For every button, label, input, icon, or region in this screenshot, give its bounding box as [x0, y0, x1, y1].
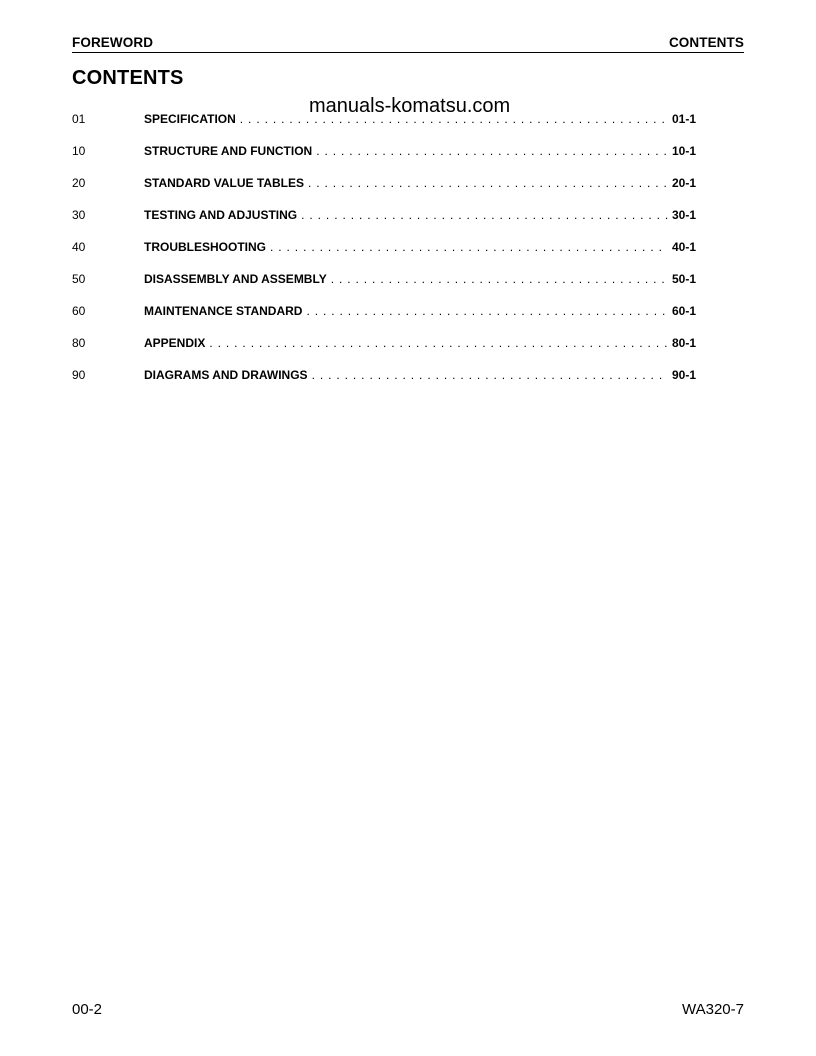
toc-section-title: SPECIFICATION [144, 112, 236, 126]
toc-entry [144, 208, 696, 222]
toc-row-20[interactable] [72, 174, 696, 206]
toc-page-ref: 60-1 [671, 304, 696, 318]
toc-section-number: 90 [72, 368, 86, 382]
toc-section-number: 01 [72, 112, 86, 126]
toc-entry [144, 368, 696, 382]
toc-section-title: DIAGRAMS AND DRAWINGS [144, 368, 308, 382]
watermark-text: manuals-komatsu.com [309, 95, 511, 117]
page-title: CONTENTS [72, 67, 184, 89]
toc-section-title: APPENDIX [144, 336, 206, 350]
toc-entry [144, 144, 696, 158]
toc-section-number: 30 [72, 208, 86, 222]
toc-row-10[interactable] [72, 142, 696, 174]
toc-entry [144, 336, 696, 350]
toc-section-number: 60 [72, 304, 86, 318]
toc-row-40[interactable] [72, 238, 696, 270]
toc-section-number: 20 [72, 176, 86, 190]
table-of-contents [72, 110, 696, 398]
toc-entry [144, 112, 696, 126]
running-header [72, 35, 744, 53]
dot-leader [308, 176, 668, 190]
footer-model-number: WA320-7 [682, 1001, 744, 1018]
header-chapter-label: CONTENTS [668, 35, 744, 50]
dot-leader [209, 336, 668, 350]
header-section-label: FOREWORD [72, 35, 154, 50]
toc-section-number: 50 [72, 272, 86, 286]
toc-section-number: 80 [72, 336, 86, 350]
toc-entry [144, 272, 696, 286]
toc-row-01[interactable] [72, 110, 696, 142]
dot-leader [312, 368, 668, 382]
toc-entry [144, 176, 696, 190]
dot-leader [301, 208, 668, 222]
toc-row-80[interactable] [72, 334, 696, 366]
toc-row-90[interactable] [72, 366, 696, 398]
toc-page-ref: 30-1 [671, 208, 696, 222]
toc-row-30[interactable] [72, 206, 696, 238]
toc-page-ref: 80-1 [671, 336, 696, 350]
toc-section-title: TROUBLESHOOTING [144, 240, 266, 254]
dot-leader [306, 304, 668, 318]
toc-section-title: DISASSEMBLY AND ASSEMBLY [144, 272, 327, 286]
footer-page-number: 00-2 [72, 1001, 103, 1018]
toc-page-ref: 20-1 [671, 176, 696, 190]
dot-leader [331, 272, 668, 286]
toc-section-title: TESTING AND ADJUSTING [144, 208, 298, 222]
dot-leader [240, 112, 668, 126]
toc-page-ref: 10-1 [671, 144, 696, 158]
toc-section-number: 10 [72, 144, 86, 158]
toc-page-ref: 01-1 [671, 112, 696, 126]
toc-page-ref: 40-1 [671, 240, 696, 254]
dot-leader [270, 240, 668, 254]
toc-page-ref: 90-1 [671, 368, 696, 382]
toc-row-50[interactable] [72, 270, 696, 302]
toc-entry [144, 304, 696, 318]
toc-row-60[interactable] [72, 302, 696, 334]
toc-entry [144, 240, 696, 254]
toc-section-title: STRUCTURE AND FUNCTION [144, 144, 313, 158]
toc-section-number: 40 [72, 240, 86, 254]
toc-section-title: MAINTENANCE STANDARD [144, 304, 303, 318]
toc-section-title: STANDARD VALUE TABLES [144, 176, 304, 190]
dot-leader [316, 144, 668, 158]
toc-page-ref: 50-1 [671, 272, 696, 286]
